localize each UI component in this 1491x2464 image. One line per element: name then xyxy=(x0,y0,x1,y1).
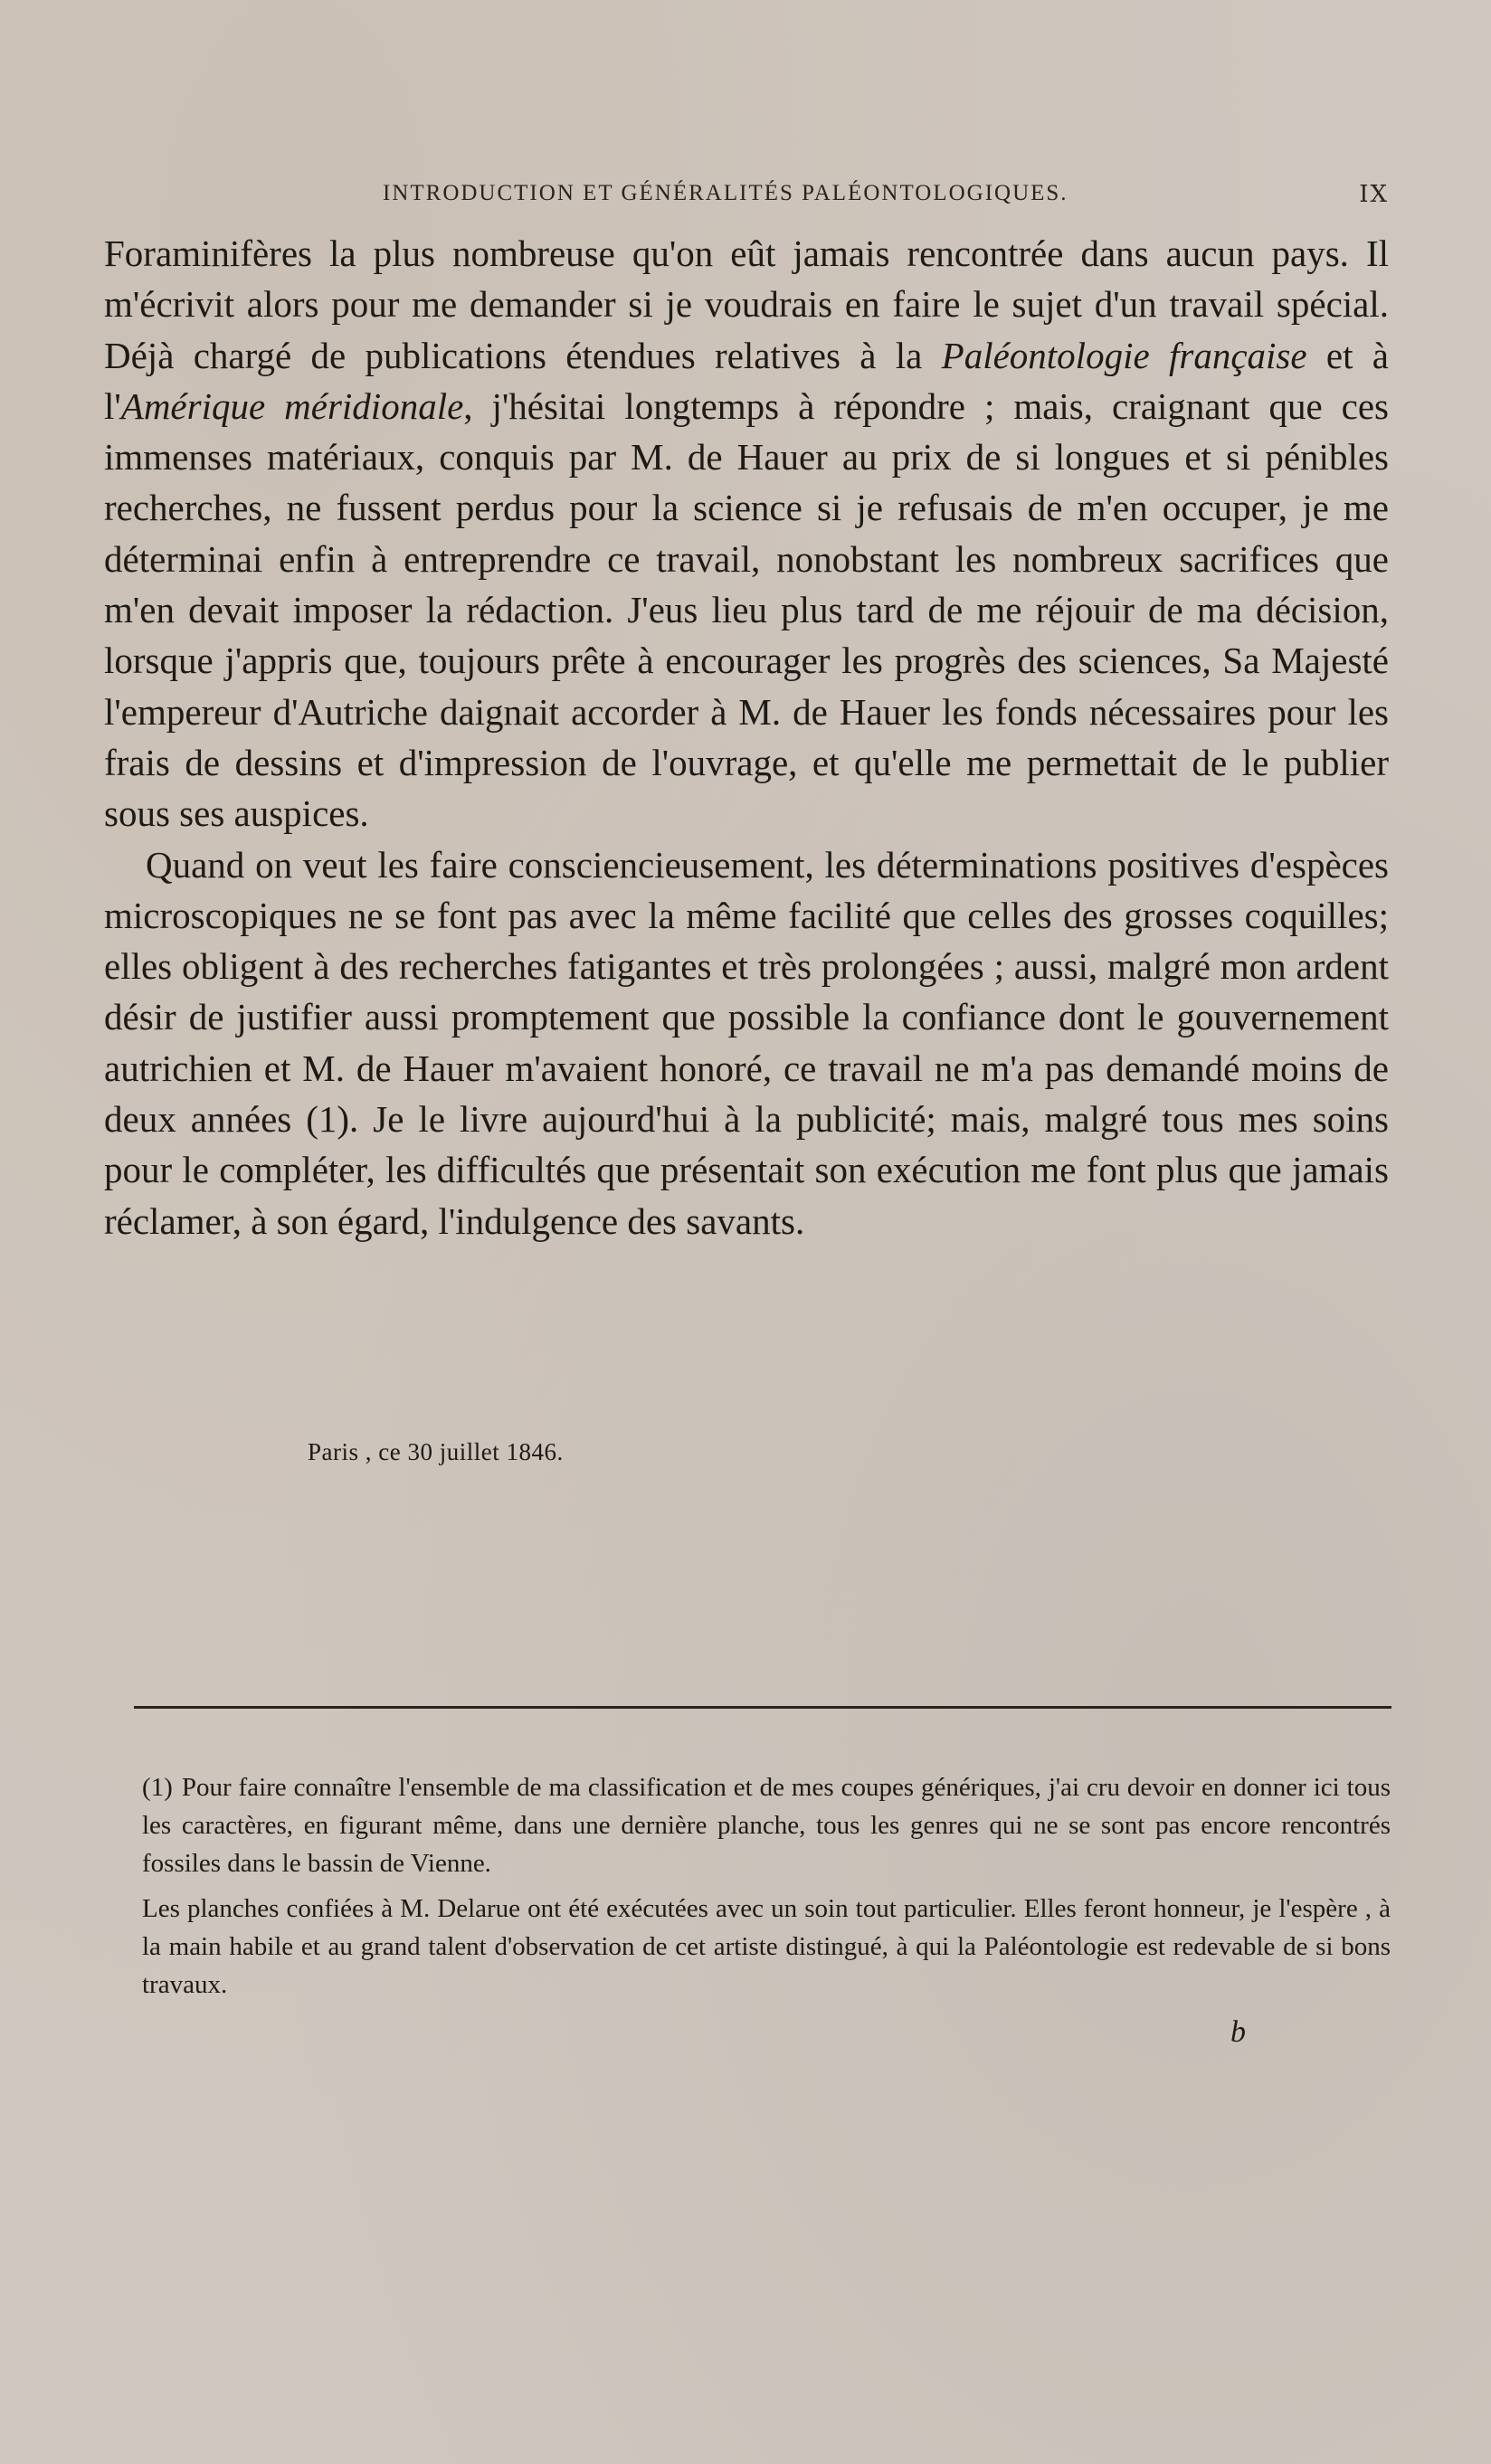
paragraph-1-part-c: , j'hésitai longtemps à répondre ; mais, craignant que ces immenses matériaux, conquis par M. de Hauer au prix de si longues et si pénibles recherches, ne fussent perdus pour la science si je refusais de m'en occuper, je me déterminai enfin à entreprendre ce travail, nonobstant les nombreux sacrifices que m'en devait imposer la rédaction. J'eus lieu plus tard de me réjouir de ma décision, lorsque j'appris que, toujours prête à encourager les progrès des sciences, Sa Majesté l'empereur d'Autriche daignait accorder à M. de Hauer les fonds nécessaires pour les frais de dessins et d'impression de l'ouvrage, et qu'elle me permettait de le publier sous ses auspices. xyxy=(104,384,1390,835)
italic-title-paleontologie: Paléontologie française xyxy=(941,334,1307,376)
running-head: INTRODUCTION ET GÉNÉRALITÉS PALÉONTOLOGIQUES. xyxy=(383,181,1068,205)
paragraph-1-part-b: et à l' xyxy=(104,334,1389,427)
footnote-2: Les planches confiées à M. Delarue ont été exécutées avec un soin tout particulier. Elles feront honneur, je l'espère , à la main habile et au grand talent d'observation de cet artiste distingué, à qui la Paléontologie est redevable de si bons travaux. xyxy=(142,1894,1391,1999)
page-header xyxy=(104,181,1389,217)
footnotes xyxy=(142,1768,1391,2011)
paragraph-2: Quand on veut les faire consciencieusement, les déterminations positives d'espèces microscopiques ne se font pas avec la même facilité que celles des grosses coquilles; elles obligent à des recherches fatigantes et très prolongées ; aussi, malgré mon ardent désir de justifier aussi promptement que possible la confiance dont le gouvernement autrichien et M. de Hauer m'avaient honoré, ce travail ne m'a pas demandé moins de deux années (1). Je le livre aujourd'hui à la publicité; mais, malgré tous mes soins pour le compléter, les difficultés que présentait son exécution me font plus que jamais réclamer, à son égard, l'indulgence des savants. xyxy=(104,843,1389,1242)
footnote-1-mark: (1) xyxy=(142,1773,173,1802)
paragraph-1 xyxy=(104,228,1389,839)
footnote-rule xyxy=(134,1706,1391,1709)
dateline: Paris , ce 30 juillet 1846. xyxy=(308,1438,564,1465)
footnote-1-text: Pour faire connaître l'ensemble de ma classification et de mes coupes génériques, j'ai cru devoir en donner ici tous les caractères, en figurant même, dans une dernière planche, tous les genres qui ne se sont pas encore rencontrés fossiles dans le bassin de Vienne. xyxy=(142,1773,1391,1878)
page-number: IX xyxy=(1359,181,1389,208)
signature-mark: b xyxy=(1230,2015,1246,2049)
italic-title-amerique: Amérique méridionale xyxy=(120,384,464,427)
main-text xyxy=(104,228,1389,1246)
footnote-1 xyxy=(142,1768,1391,1882)
paragraph-1-part-a: Foraminifères la plus nombreuse qu'on eût jamais rencontrée dans aucun pays. Il m'écrivit alors pour me demander si je voudrais en faire le sujet d'un travail spécial. Déjà chargé de publications étendues relatives à la xyxy=(104,232,1389,376)
